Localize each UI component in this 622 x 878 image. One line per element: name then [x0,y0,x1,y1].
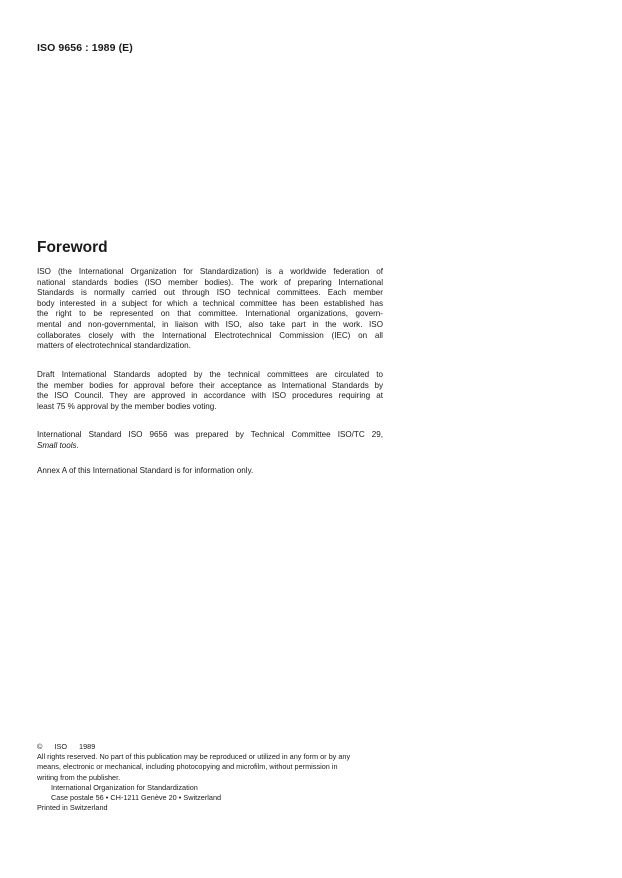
text-line: International Standard ISO 9656 was prepared by Technical Committee ISO/TC 29, [37,430,383,439]
text-line: least 75 % approval by the member bodies voting. [37,401,217,411]
document-id: ISO 9656 : 1989 (E) [37,42,133,54]
text-line: Draft International Standards adopted by the technical committees are circulated to [37,370,383,379]
text-line: Annex A of this International Standard is for information only. [37,466,254,475]
printed-in: Printed in Switzerland [37,803,108,813]
foreword-paragraph-2 [37,370,383,412]
org-address: Case postale 56 • CH-1211 Genève 20 • Switzerland [51,793,222,803]
foreword-paragraph-1 [37,267,383,352]
text-line: mental and non-governmental, in liaison with ISO, also take part in the work. ISO [37,319,383,329]
text-line: national standards bodies (ISO member bodies). The work of preparing International [37,277,383,287]
copyright-org: ISO [54,742,67,751]
foreword-paragraph-4 [37,466,383,477]
committee-title: Small tools. [37,440,79,450]
copyright-line [37,742,383,752]
text-line: the right to be represented on that committee. International organizations, govern- [37,309,383,319]
text-line: the ISO Council. They are approved in accordance with ISO procedures requiring at [37,391,383,401]
text-line: Standards is normally carried out through ISO technical committees. Each member [37,288,383,298]
foreword-title: Foreword [37,239,108,256]
copyright-footer [37,742,383,813]
rights-line: writing from the publisher. [37,772,121,782]
foreword-paragraph-3 [37,430,383,451]
text-line: body interested in a subject for which a technical committee has been established has [37,298,383,308]
copyright-year: 1989 [79,742,96,751]
rights-line: means, electronic or mechanical, including photocopying and microfilm, without permission in [37,762,338,772]
copyright-icon: © [37,742,43,751]
text-line: the member bodies for approval before their acceptance as International Standards by [37,380,383,390]
rights-line: All rights reserved. No part of this publication may be reproduced or utilized in any form or by any [37,752,351,762]
text-line: ISO (the International Organization for Standardization) is a worldwide federation of [37,267,383,276]
text-line: matters of electrotechnical standardization. [37,341,191,351]
text-line: collaborates closely with the International Electrotechnical Commission (IEC) on all [37,330,383,340]
org-name: International Organization for Standardization [51,782,198,792]
text-line-italic [37,441,383,452]
